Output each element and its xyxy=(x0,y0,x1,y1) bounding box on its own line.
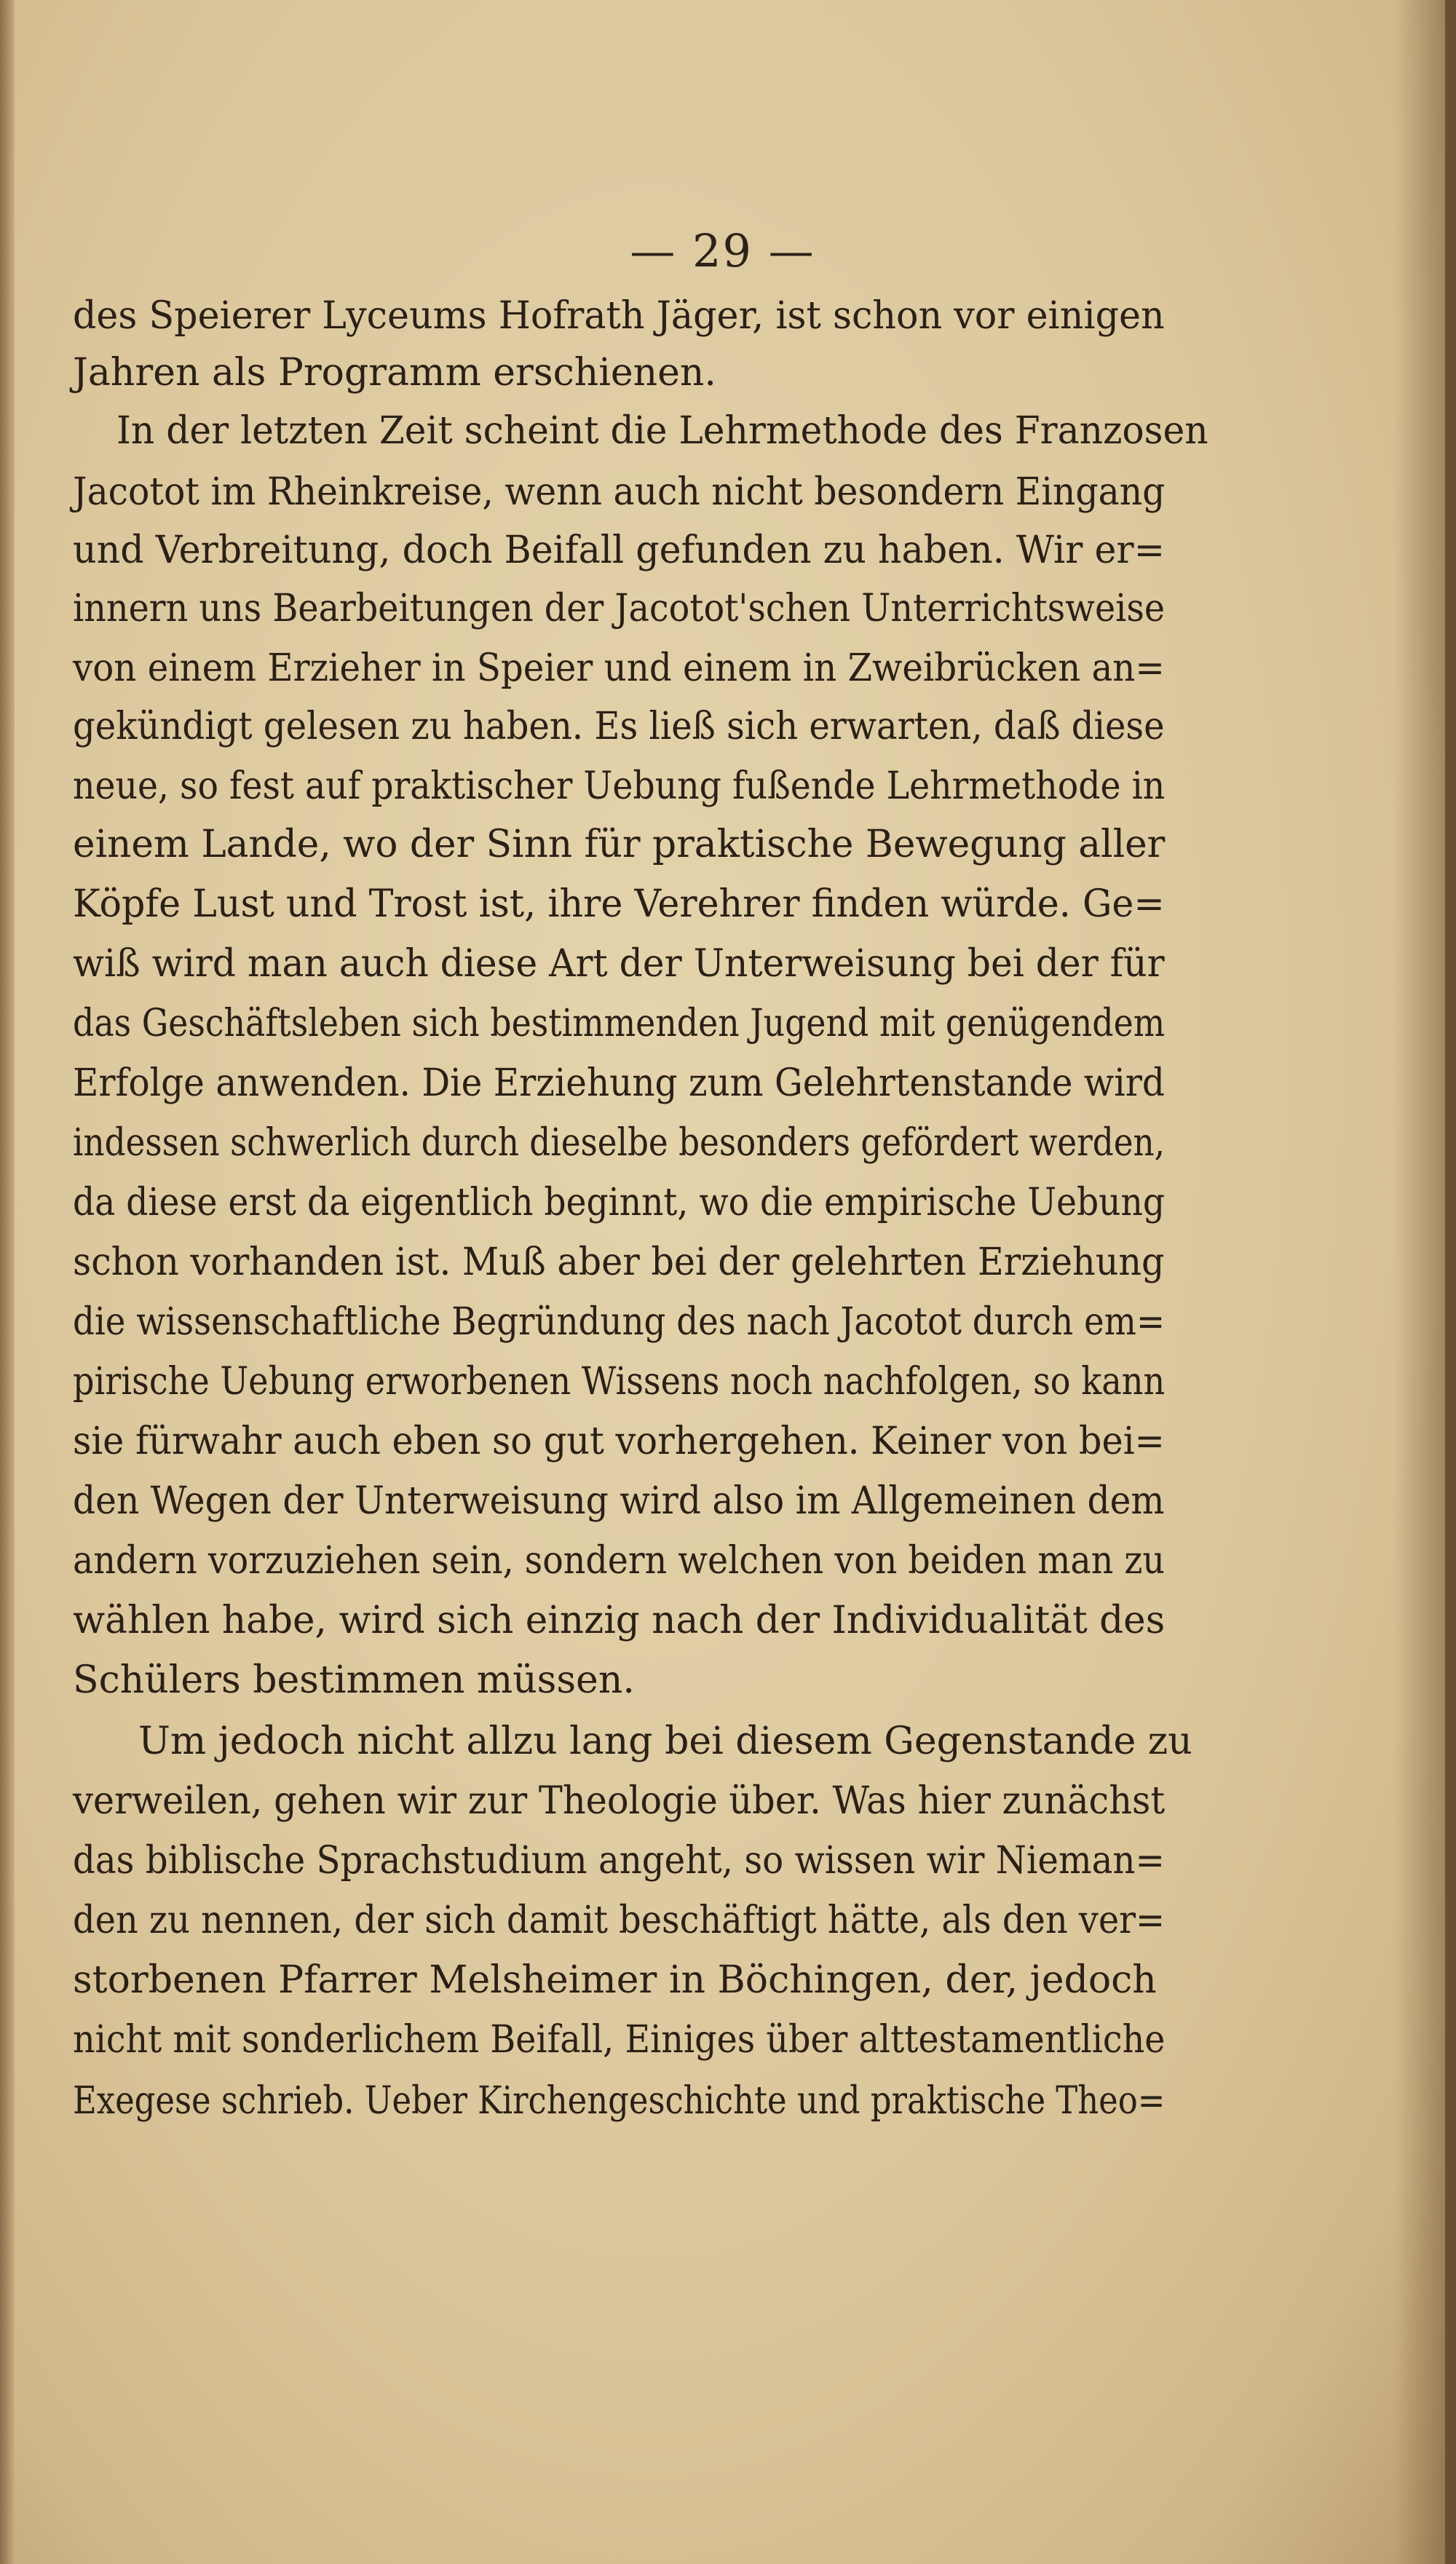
text-line: den zu nennen, der sich damit beschäftigt hätte, als den ver= xyxy=(73,1899,1166,1942)
text-line: wählen habe, wird sich einzig nach der Individualität des xyxy=(73,1599,1166,1642)
text-line: nicht mit sonderlichem Beifall, Einiges über alttestamentliche xyxy=(73,2018,1166,2062)
text-line: das Geschäftsleben sich bestimmenden Jugend mit genügendem xyxy=(73,1002,1166,1045)
text-line: neue, so fest auf praktischer Uebung fußende Lehrmethode in xyxy=(73,764,1166,808)
text-line: und Verbreitung, doch Beifall gefunden zu haben. Wir er= xyxy=(73,529,1166,572)
text-line: andern vorzuziehen sein, sondern welchen von beiden man zu xyxy=(73,1539,1166,1583)
text-line: Erfolge anwenden. Die Erziehung zum Gelehrtenstande wird xyxy=(73,1061,1165,1105)
text-line: Um jedoch nicht allzu lang bei diesem Gegenstande zu xyxy=(138,1720,1192,1763)
text-line: von einem Erzieher in Speier und einem in Zweibrücken an= xyxy=(73,646,1165,690)
text-line: die wissenschaftliche Begründung des nach Jacotot durch em= xyxy=(73,1300,1166,1344)
text-line: Köpfe Lust und Trost ist, ihre Verehrer finden würde. Ge= xyxy=(73,882,1165,926)
page-number: — 29 — xyxy=(630,224,815,277)
text-line: In der letzten Zeit scheint die Lehrmethode des Franzosen xyxy=(116,409,1208,453)
text-line: pirische Uebung erworbenen Wissens noch nachfolgen, so kann xyxy=(73,1360,1166,1404)
text-line: gekündigt gelesen zu haben. Es ließ sich erwarten, daß diese xyxy=(73,705,1165,748)
text-line: wiß wird man auch diese Art der Unterweisung bei der für xyxy=(73,942,1165,986)
page-torn-edge xyxy=(1394,0,1445,2564)
text-line: Exegese schrieb. Ueber Kirchengeschichte und praktische Theo= xyxy=(73,2079,1166,2123)
text-line: Schülers bestimmen müssen. xyxy=(73,1658,635,1702)
text-line: Jahren als Programm erschienen. xyxy=(73,351,716,395)
text-line: einem Lande, wo der Sinn für praktische Bewegung aller xyxy=(73,823,1166,866)
text-line: den Wegen der Unterweisung wird also im Allgemeinen dem xyxy=(73,1479,1165,1523)
text-line: Jacotot im Rheinkreise, wenn auch nicht besondern Eingang xyxy=(73,470,1166,514)
text-line: innern uns Bearbeitungen der Jacotot'schen Unterrichtsweise xyxy=(73,587,1166,630)
text-line: schon vorhanden ist. Muß aber bei der gelehrten Erziehung xyxy=(73,1241,1165,1284)
page-spine-edge xyxy=(0,0,15,2564)
text-line: das biblische Sprachstudium angeht, so wissen wir Nieman= xyxy=(73,1839,1165,1883)
text-line: indessen schwerlich durch dieselbe besonders gefördert werden, xyxy=(73,1121,1166,1165)
text-line: sie fürwahr auch eben so gut vorhergehen. Keiner von bei= xyxy=(73,1420,1165,1463)
text-line: da diese erst da eigentlich beginnt, wo die empirische Uebung xyxy=(73,1181,1166,1224)
text-line: storbenen Pfarrer Melsheimer in Böchingen, der, jedoch xyxy=(73,1958,1157,2002)
text-line: verweilen, gehen wir zur Theologie über. Was hier zunächst xyxy=(73,1779,1166,1823)
text-line: des Speierer Lyceums Hofrath Jäger, ist schon vor einigen xyxy=(73,294,1165,338)
